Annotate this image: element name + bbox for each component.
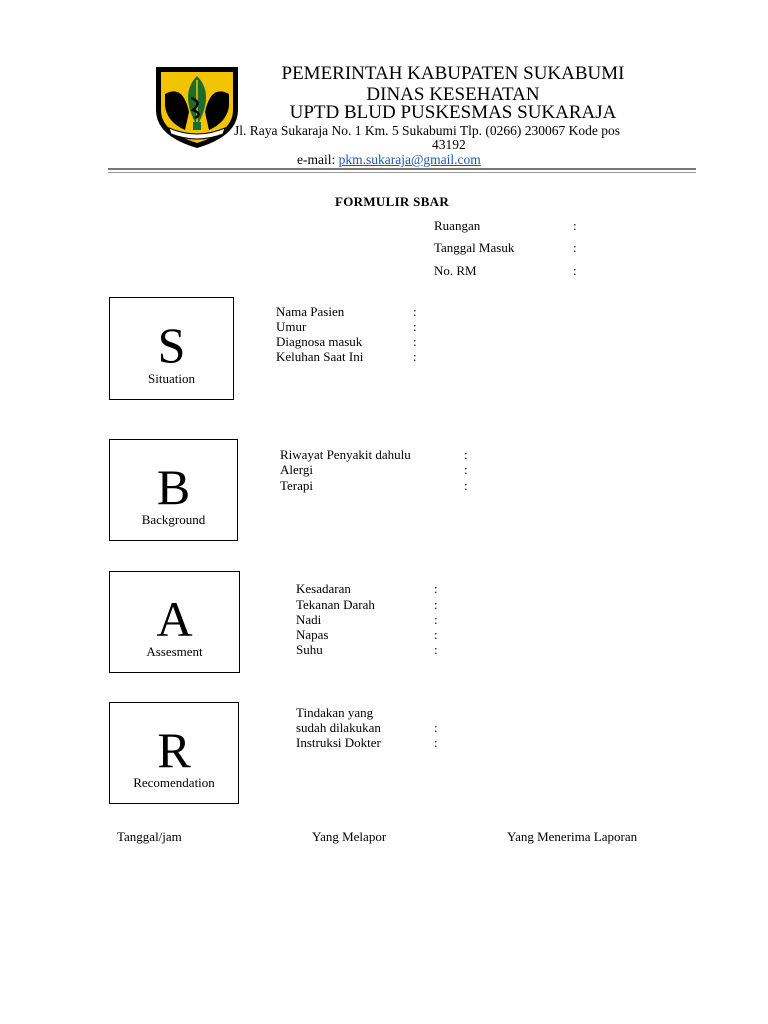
section-caption: Assesment — [146, 644, 203, 659]
header-government: PEMERINTAH KABUPATEN SUKABUMI — [281, 63, 625, 84]
colon: : — [464, 447, 468, 462]
field-nama-pasien: Nama Pasien — [276, 304, 345, 319]
field-alergi: Alergi — [280, 462, 313, 477]
field-riwayat-penyakit: Riwayat Penyakit dahulu — [280, 447, 411, 462]
form-title: FORMULIR SBAR — [335, 194, 450, 209]
email-link[interactable]: pkm.sukaraja@gmail.com — [338, 152, 481, 167]
colon: : — [434, 627, 438, 642]
section-caption: Situation — [148, 371, 195, 386]
field-suhu: Suhu — [296, 642, 323, 657]
section-letter: B — [156, 459, 191, 515]
field-umur: Umur — [276, 319, 307, 334]
colon: : — [573, 218, 577, 233]
colon: : — [434, 642, 438, 657]
colon: : — [434, 612, 438, 627]
field-napas: Napas — [296, 627, 329, 642]
section-letter: S — [157, 317, 186, 373]
footer-yang-menerima: Yang Menerima Laporan — [507, 829, 638, 844]
label-ruangan: Ruangan — [434, 218, 481, 233]
header-divider-thin — [108, 172, 696, 173]
colon: : — [434, 735, 438, 750]
colon: : — [434, 581, 438, 596]
colon: : — [413, 304, 417, 319]
label-tanggal-masuk: Tanggal Masuk — [434, 240, 515, 255]
field-tindakan-line2: sudah dilakukan — [296, 720, 381, 735]
email-label: e-mail: — [297, 152, 339, 167]
colon: : — [413, 319, 417, 334]
header-postcode: 43192 — [432, 137, 466, 152]
section-s-box — [109, 297, 234, 400]
section-b-box — [109, 439, 238, 541]
section-caption: Background — [141, 512, 206, 527]
header-divider — [108, 168, 696, 170]
colon: : — [573, 263, 577, 278]
footer-yang-melapor: Yang Melapor — [312, 829, 387, 844]
crest-emblem-icon — [153, 64, 241, 150]
colon: : — [464, 462, 468, 477]
field-tindakan-line1: Tindakan yang — [296, 705, 374, 720]
header-department: DINAS KESEHATAN — [366, 84, 540, 105]
field-diagnosa-masuk: Diagnosa masuk — [276, 334, 363, 349]
header-address: Jl. Raya Sukaraja No. 1 Km. 5 Sukabumi Tlp. (0266) 230067 Kode pos — [234, 123, 620, 138]
colon: : — [413, 334, 417, 349]
field-keluhan: Keluhan Saat Ini — [276, 349, 364, 364]
colon: : — [434, 720, 438, 735]
field-terapi: Terapi — [280, 478, 314, 493]
puskesmas-logo — [153, 64, 241, 150]
colon: : — [413, 349, 417, 364]
section-letter: R — [157, 722, 191, 778]
section-r-box — [109, 702, 239, 804]
header-puskesmas: UPTD BLUD PUSKESMAS SUKARAJA — [289, 102, 617, 123]
label-no-rm: No. RM — [434, 263, 477, 278]
colon: : — [573, 240, 577, 255]
section-a-box — [109, 571, 240, 673]
header-email — [297, 152, 481, 168]
section-caption: Recomendation — [133, 775, 215, 790]
field-tekanan-darah: Tekanan Darah — [296, 597, 375, 612]
field-kesadaran: Kesadaran — [296, 581, 351, 596]
field-nadi: Nadi — [296, 612, 322, 627]
colon: : — [434, 597, 438, 612]
field-instruksi-dokter: Instruksi Dokter — [296, 735, 381, 750]
section-letter: A — [156, 591, 193, 647]
footer-tanggal-jam: Tanggal/jam — [117, 829, 182, 844]
colon: : — [464, 478, 468, 493]
